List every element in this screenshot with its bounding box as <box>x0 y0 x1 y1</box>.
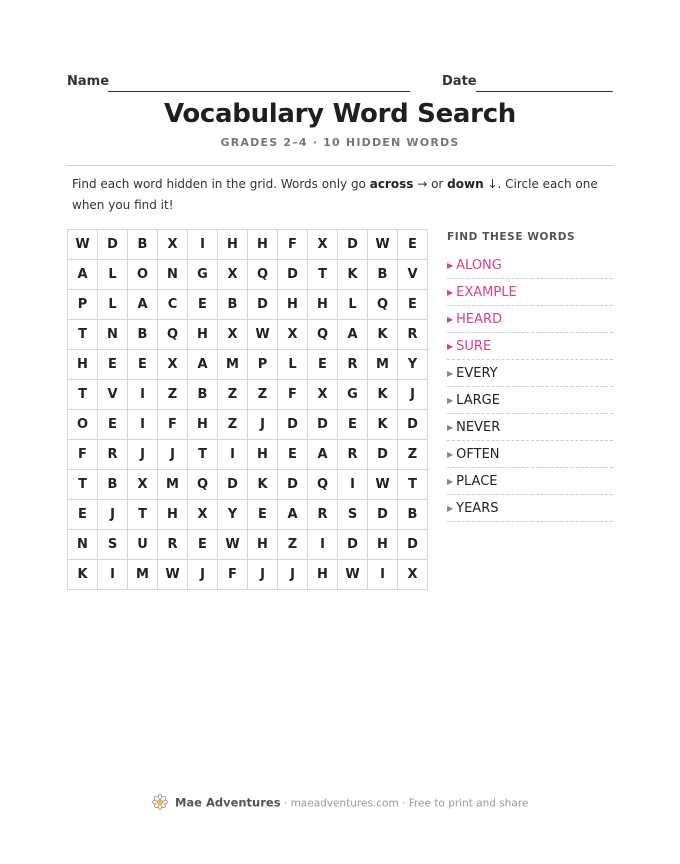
grid-cell[interactable]: X <box>278 320 308 350</box>
grid-cell[interactable]: L <box>338 290 368 320</box>
grid-cell[interactable]: I <box>128 410 158 440</box>
grid-cell[interactable]: F <box>68 440 98 470</box>
grid-row <box>68 560 428 590</box>
grid-cell[interactable]: G <box>188 260 218 290</box>
triangle-bullet-icon: ▶ <box>447 368 454 378</box>
word-text: EVERY <box>456 365 498 381</box>
grid-cell[interactable]: X <box>308 380 338 410</box>
grid-cell[interactable]: B <box>368 260 398 290</box>
grid-cell[interactable]: S <box>98 530 128 560</box>
instructions-down: down <box>447 177 484 191</box>
grid-row <box>68 230 428 260</box>
grid-cell[interactable]: L <box>278 350 308 380</box>
grid-cell[interactable]: D <box>278 260 308 290</box>
grid-cell[interactable]: Y <box>218 500 248 530</box>
grid-cell[interactable]: I <box>218 440 248 470</box>
grid-cell[interactable]: H <box>308 290 338 320</box>
grid-cell[interactable]: Q <box>188 470 218 500</box>
triangle-bullet-icon: ▶ <box>447 314 454 324</box>
grid-cell[interactable]: D <box>338 230 368 260</box>
word-list-item <box>447 279 613 306</box>
grid-cell[interactable]: V <box>398 260 428 290</box>
grid-cell[interactable]: E <box>188 530 218 560</box>
grid-cell[interactable]: A <box>278 500 308 530</box>
grid-cell[interactable]: O <box>128 260 158 290</box>
grid-cell[interactable]: P <box>248 350 278 380</box>
word-list-item <box>447 468 613 495</box>
grid-cell[interactable]: M <box>218 350 248 380</box>
grid-cell[interactable]: A <box>68 260 98 290</box>
word-text: YEARS <box>456 500 499 516</box>
grid-row <box>68 470 428 500</box>
instructions-text-3: ↓. Circle each one when you find it! <box>72 177 598 212</box>
grid-cell[interactable]: D <box>398 410 428 440</box>
divider <box>67 165 613 166</box>
grid-cell[interactable]: D <box>308 410 338 440</box>
footer-info: · maeadventures.com · Free to print and share <box>283 797 529 810</box>
grid-cell[interactable]: R <box>98 440 128 470</box>
grid-cell[interactable]: Z <box>218 410 248 440</box>
grid-row <box>68 350 428 380</box>
grid-cell[interactable]: X <box>308 230 338 260</box>
grid-cell[interactable]: B <box>218 290 248 320</box>
grid-cell[interactable]: L <box>98 290 128 320</box>
word-list-item <box>447 387 613 414</box>
grid-cell[interactable]: X <box>158 350 188 380</box>
grid-cell[interactable]: F <box>278 380 308 410</box>
grid-cell[interactable]: L <box>98 260 128 290</box>
grid-cell[interactable]: G <box>338 380 368 410</box>
grid-cell[interactable]: H <box>248 440 278 470</box>
grid-cell[interactable]: F <box>278 230 308 260</box>
grid-cell[interactable]: I <box>188 230 218 260</box>
grid-cell[interactable]: A <box>188 350 218 380</box>
grid-cell[interactable]: B <box>398 500 428 530</box>
grid-cell[interactable]: E <box>398 230 428 260</box>
grid-cell[interactable]: Z <box>218 380 248 410</box>
word-list-item <box>447 252 613 279</box>
grid-cell[interactable]: E <box>98 410 128 440</box>
triangle-bullet-icon: ▶ <box>447 260 454 270</box>
grid-cell[interactable]: P <box>68 290 98 320</box>
grid-cell[interactable]: J <box>278 560 308 590</box>
grid-cell[interactable]: J <box>98 500 128 530</box>
grid-cell[interactable]: B <box>98 470 128 500</box>
grid-cell[interactable]: C <box>158 290 188 320</box>
grid-cell[interactable]: D <box>338 530 368 560</box>
grid-cell[interactable]: I <box>368 560 398 590</box>
grid-cell[interactable]: A <box>338 320 368 350</box>
grid-cell[interactable]: E <box>68 500 98 530</box>
word-list-item <box>447 360 613 387</box>
grid-cell[interactable]: D <box>368 500 398 530</box>
word-search-grid <box>67 229 428 590</box>
word-text: SURE <box>456 338 492 354</box>
name-date-row <box>67 74 613 94</box>
word-text: OFTEN <box>456 446 500 462</box>
grid-cell[interactable]: J <box>128 440 158 470</box>
grid-cell[interactable]: M <box>158 470 188 500</box>
grid-cell[interactable]: K <box>368 380 398 410</box>
word-list-title: FIND THESE WORDS <box>447 231 576 243</box>
grid-cell[interactable]: H <box>188 320 218 350</box>
grid-cell[interactable]: W <box>68 230 98 260</box>
grid-cell[interactable]: X <box>218 320 248 350</box>
grid-cell[interactable]: D <box>248 290 278 320</box>
grid-cell[interactable]: Z <box>278 530 308 560</box>
grid-cell[interactable]: H <box>278 290 308 320</box>
grid-cell[interactable]: Q <box>368 290 398 320</box>
grid-cell[interactable]: A <box>308 440 338 470</box>
grid-cell[interactable]: R <box>338 440 368 470</box>
grid-cell[interactable]: Q <box>248 260 278 290</box>
date-label: Date <box>442 74 477 89</box>
footer <box>0 794 680 813</box>
instructions-across: across <box>369 177 414 191</box>
grid-cell[interactable]: J <box>398 380 428 410</box>
grid-cell[interactable]: H <box>248 230 278 260</box>
page-subtitle: GRADES 2–4 · 10 HIDDEN WORDS <box>220 136 460 149</box>
instructions-text-1: Find each word hidden in the grid. Words only go <box>72 177 370 191</box>
grid-cell[interactable]: D <box>278 470 308 500</box>
grid-cell[interactable]: I <box>98 560 128 590</box>
grid-cell[interactable]: H <box>188 410 218 440</box>
grid-cell[interactable]: E <box>128 350 158 380</box>
instructions-text-2: → or <box>413 177 448 191</box>
grid-cell[interactable]: T <box>68 380 98 410</box>
grid-cell[interactable]: W <box>338 560 368 590</box>
grid-cell[interactable]: R <box>158 530 188 560</box>
word-list-item <box>447 306 613 333</box>
grid-cell[interactable]: A <box>128 290 158 320</box>
grid-cell[interactable]: E <box>308 350 338 380</box>
instructions <box>72 174 617 216</box>
grid-cell[interactable]: H <box>248 530 278 560</box>
grid-row <box>68 380 428 410</box>
grid-cell[interactable]: X <box>188 500 218 530</box>
word-text: LARGE <box>456 392 500 408</box>
grid-cell[interactable]: E <box>398 290 428 320</box>
word-list-item <box>447 441 613 468</box>
date-line[interactable] <box>476 91 613 92</box>
grid-cell[interactable]: Q <box>158 320 188 350</box>
word-list-item <box>447 495 613 522</box>
grid-cell[interactable]: B <box>128 230 158 260</box>
grid-row <box>68 290 428 320</box>
grid-cell[interactable]: N <box>68 530 98 560</box>
grid-cell[interactable]: H <box>308 560 338 590</box>
grid-cell[interactable]: K <box>338 260 368 290</box>
grid-cell[interactable]: E <box>188 290 218 320</box>
grid-cell[interactable]: H <box>158 500 188 530</box>
word-text: PLACE <box>456 473 498 489</box>
grid-cell[interactable]: O <box>68 410 98 440</box>
grid-cell[interactable]: R <box>308 500 338 530</box>
grid-cell[interactable]: I <box>308 530 338 560</box>
triangle-bullet-icon: ▶ <box>447 449 454 459</box>
grid-cell[interactable]: D <box>278 410 308 440</box>
grid-cell[interactable]: H <box>368 530 398 560</box>
grid-cell[interactable]: T <box>398 470 428 500</box>
triangle-bullet-icon: ▶ <box>447 341 454 351</box>
grid-cell[interactable]: E <box>278 440 308 470</box>
word-text: HEARD <box>456 311 503 327</box>
grid-cell[interactable]: B <box>188 380 218 410</box>
grid-cell[interactable]: V <box>98 380 128 410</box>
grid-cell[interactable]: R <box>338 350 368 380</box>
grid-cell[interactable]: X <box>158 230 188 260</box>
word-text: ALONG <box>456 257 502 273</box>
grid-row <box>68 530 428 560</box>
triangle-bullet-icon: ▶ <box>447 503 454 513</box>
grid-cell[interactable]: Q <box>308 320 338 350</box>
grid-cell[interactable]: Z <box>398 440 428 470</box>
grid-cell[interactable]: M <box>128 560 158 590</box>
grid-cell[interactable]: W <box>158 560 188 590</box>
grid-cell[interactable]: T <box>128 500 158 530</box>
grid-cell[interactable]: J <box>248 410 278 440</box>
triangle-bullet-icon: ▶ <box>447 395 454 405</box>
grid-cell[interactable]: J <box>248 560 278 590</box>
grid-cell[interactable]: H <box>218 230 248 260</box>
grid-cell[interactable]: D <box>398 530 428 560</box>
grid-cell[interactable]: N <box>98 320 128 350</box>
grid-cell[interactable]: J <box>158 440 188 470</box>
word-list-item <box>447 333 613 360</box>
grid-cell[interactable]: W <box>218 530 248 560</box>
grid-cell[interactable]: J <box>188 560 218 590</box>
word-text: NEVER <box>456 419 501 435</box>
grid-cell[interactable]: K <box>68 560 98 590</box>
grid-cell[interactable]: F <box>218 560 248 590</box>
page-title: Vocabulary Word Search <box>163 99 517 129</box>
grid-cell[interactable]: Q <box>308 470 338 500</box>
grid-cell[interactable]: W <box>368 230 398 260</box>
triangle-bullet-icon: ▶ <box>447 422 454 432</box>
grid-cell[interactable]: T <box>68 320 98 350</box>
grid-cell[interactable]: Z <box>158 380 188 410</box>
grid-cell[interactable]: U <box>128 530 158 560</box>
grid-row <box>68 320 428 350</box>
grid-cell[interactable]: M <box>368 350 398 380</box>
grid-cell[interactable]: E <box>248 500 278 530</box>
grid-cell[interactable]: T <box>68 470 98 500</box>
grid-cell[interactable]: S <box>338 500 368 530</box>
name-label: Name <box>67 74 110 89</box>
word-text: EXAMPLE <box>456 284 517 300</box>
grid-cell[interactable]: K <box>248 470 278 500</box>
grid-cell[interactable]: T <box>188 440 218 470</box>
grid-cell[interactable]: E <box>98 350 128 380</box>
grid-cell[interactable]: D <box>98 230 128 260</box>
grid-cell[interactable]: D <box>218 470 248 500</box>
grid-cell[interactable]: X <box>398 560 428 590</box>
grid-cell[interactable]: Y <box>398 350 428 380</box>
grid-cell[interactable]: F <box>158 410 188 440</box>
grid-cell[interactable]: K <box>368 320 398 350</box>
footer-brand: Mae Adventures <box>174 795 281 810</box>
grid-cell[interactable]: N <box>158 260 188 290</box>
grid-cell[interactable]: H <box>68 350 98 380</box>
grid-cell[interactable]: K <box>368 410 398 440</box>
grid-cell[interactable]: X <box>128 470 158 500</box>
grid-cell[interactable]: I <box>128 380 158 410</box>
grid-cell[interactable]: W <box>248 320 278 350</box>
grid-cell[interactable]: X <box>218 260 248 290</box>
triangle-bullet-icon: ▶ <box>447 287 454 297</box>
grid-cell[interactable]: T <box>308 260 338 290</box>
grid-row <box>68 440 428 470</box>
name-line[interactable] <box>108 91 410 92</box>
grid-cell[interactable]: I <box>338 470 368 500</box>
grid-cell[interactable]: Z <box>248 380 278 410</box>
grid-row <box>68 500 428 530</box>
word-list-item <box>447 414 613 441</box>
grid-row <box>68 410 428 440</box>
grid-row <box>68 260 428 290</box>
grid-cell[interactable]: B <box>128 320 158 350</box>
grid-cell[interactable]: R <box>398 320 428 350</box>
daisy-icon <box>152 794 168 813</box>
triangle-bullet-icon: ▶ <box>447 476 454 486</box>
grid-cell[interactable]: W <box>368 470 398 500</box>
word-list <box>447 231 613 522</box>
grid-cell[interactable]: D <box>368 440 398 470</box>
grid-cell[interactable]: E <box>338 410 368 440</box>
